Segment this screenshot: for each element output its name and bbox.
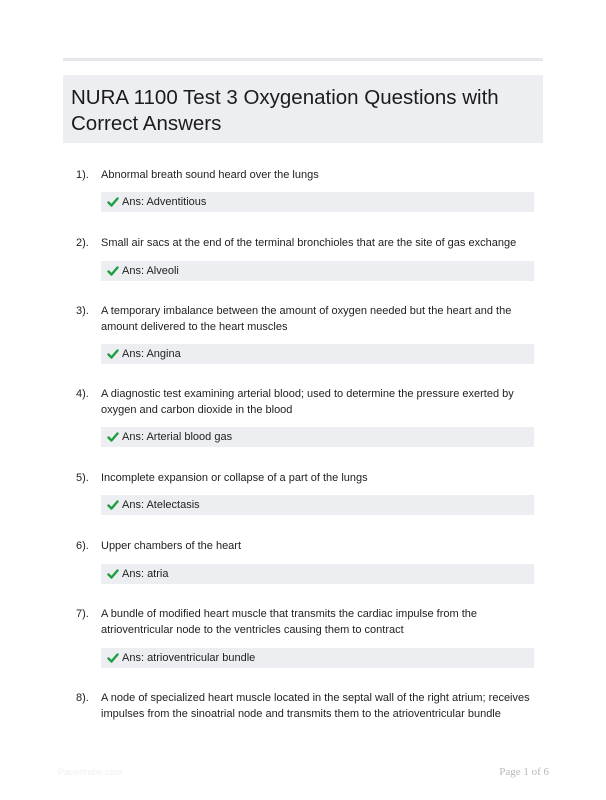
page-indicator: Page 1 of 6 <box>499 766 549 778</box>
question-text: Small air sacs at the end of the terminal bronchioles that are the site of gas exchange <box>101 237 517 249</box>
checkmark-icon <box>107 431 119 443</box>
checkmark-icon <box>107 348 119 360</box>
question-text: A bundle of modified heart muscle that transmits the cardiac impulse from the atrioventricular node to the ventricles causing them to contract <box>101 608 478 636</box>
answer-box <box>101 495 534 515</box>
question-text: A node of specialized heart muscle located in the septal wall of the right atrium; receives impulses from the sinoatrial node and transmits them to the atrioventricular bundle <box>101 692 530 720</box>
question-number: 7). <box>76 608 89 620</box>
answer-text: Ans: Arterial blood gas <box>122 431 233 443</box>
checkmark-icon <box>107 499 119 511</box>
question-text: A temporary imbalance between the amount of oxygen needed but the heart and the amount delivered to the heart muscles <box>101 305 512 333</box>
answer-text: Ans: Atelectasis <box>122 499 200 511</box>
question-number: 3). <box>76 305 89 317</box>
answer-text: Ans: Angina <box>122 348 181 360</box>
question-text: Upper chambers of the heart <box>101 540 242 552</box>
answer-text: Ans: Alveoli <box>122 265 179 277</box>
checkmark-icon <box>107 652 119 664</box>
checkmark-icon <box>107 568 119 580</box>
question-text: Incomplete expansion or collapse of a part of the lungs <box>101 472 368 484</box>
answer-box <box>101 261 534 281</box>
answer-box <box>101 344 534 364</box>
answer-text: Ans: Adventitious <box>122 196 207 208</box>
question-number: 1). <box>76 169 89 181</box>
answer-box <box>101 648 534 668</box>
question-number: 8). <box>76 692 89 704</box>
question-number: 6). <box>76 540 89 552</box>
question-number: 2). <box>76 237 89 249</box>
checkmark-icon <box>107 265 119 277</box>
question-text: A diagnostic test examining arterial blood; used to determine the pressure exerted by oxygen and carbon dioxide in the blood <box>101 388 514 416</box>
answer-box <box>101 192 534 212</box>
top-divider <box>63 58 543 61</box>
title-banner <box>63 75 543 143</box>
document-title: NURA 1100 Test 3 Oxygenation Questions with Correct Answers <box>71 86 499 135</box>
answer-text: Ans: atrioventricular bundle <box>122 652 256 664</box>
footer-watermark: Papertrebe.com <box>58 767 123 777</box>
question-number: 5). <box>76 472 89 484</box>
question-text: Abnormal breath sound heard over the lungs <box>101 169 319 181</box>
answer-box <box>101 427 534 447</box>
answer-text: Ans: atria <box>122 568 169 580</box>
question-number: 4). <box>76 388 89 400</box>
checkmark-icon <box>107 196 119 208</box>
answer-box <box>101 564 534 584</box>
